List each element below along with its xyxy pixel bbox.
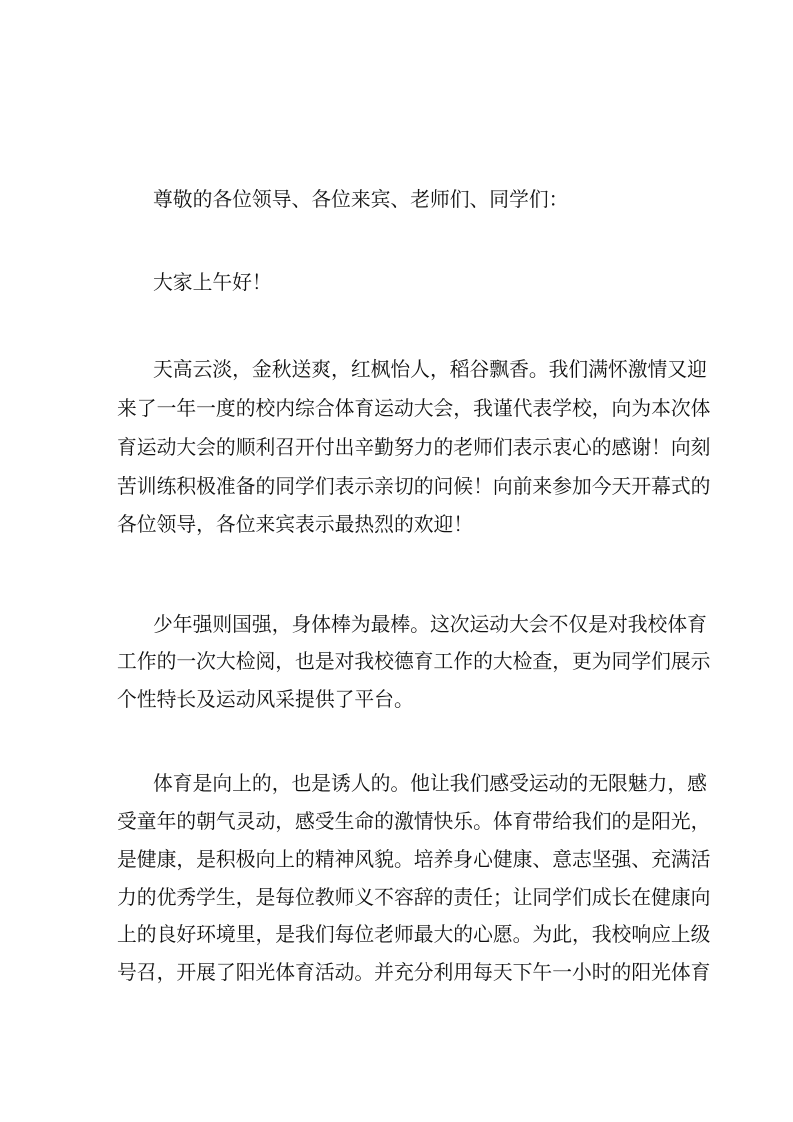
greeting: 大家上午好！ <box>153 271 272 294</box>
paragraph-line: 力的优秀学生，是每位教师义不容辞的责任；让同学们成长在健康向 <box>117 886 711 909</box>
paragraph-line: 上的良好环境里，是我们每位老师最大的心愿。为此，我校响应上级 <box>117 923 711 946</box>
paragraph-line: 各位领导，各位来宾表示最热烈的欢迎！ <box>117 513 474 536</box>
paragraph-line: 来了一年一度的校内综合体育运动大会，我谨代表学校，向为本次体 <box>117 397 711 420</box>
paragraph-line: 个性特长及运动风采提供了平台。 <box>117 688 414 711</box>
paragraph-line: 育运动大会的顺利召开付出辛勤努力的老师们表示衷心的感谢！向刻 <box>117 436 711 459</box>
paragraph-line: 天高云淡，金秋送爽，红枫怡人，稻谷飘香。我们满怀激情又迎 <box>153 358 707 381</box>
paragraph-line: 苦训练积极准备的同学们表示亲切的问候！向前来参加今天开幕式的 <box>117 475 711 498</box>
paragraph-line: 工作的一次大检阅，也是对我校德育工作的大检查，更为同学们展示 <box>117 650 711 673</box>
paragraph-line: 号召，开展了阳光体育活动。并充分利用每天下午一小时的阳光体育 <box>117 961 711 984</box>
paragraph-line: 少年强则国强，身体棒为最棒。这次运动大会不仅是对我校体育 <box>153 613 707 636</box>
paragraph-line: 体育是向上的，也是诱人的。他让我们感受运动的无限魅力，感 <box>153 772 707 795</box>
paragraph-line: 受童年的朝气灵动，感受生命的激情快乐。体育带给我们的是阳光， <box>117 810 711 833</box>
paragraph-line: 是健康，是积极向上的精神风貌。培养身心健康、意志坚强、充满活 <box>117 848 711 871</box>
salutation: 尊敬的各位领导、各位来宾、老师们、同学们： <box>153 188 569 211</box>
